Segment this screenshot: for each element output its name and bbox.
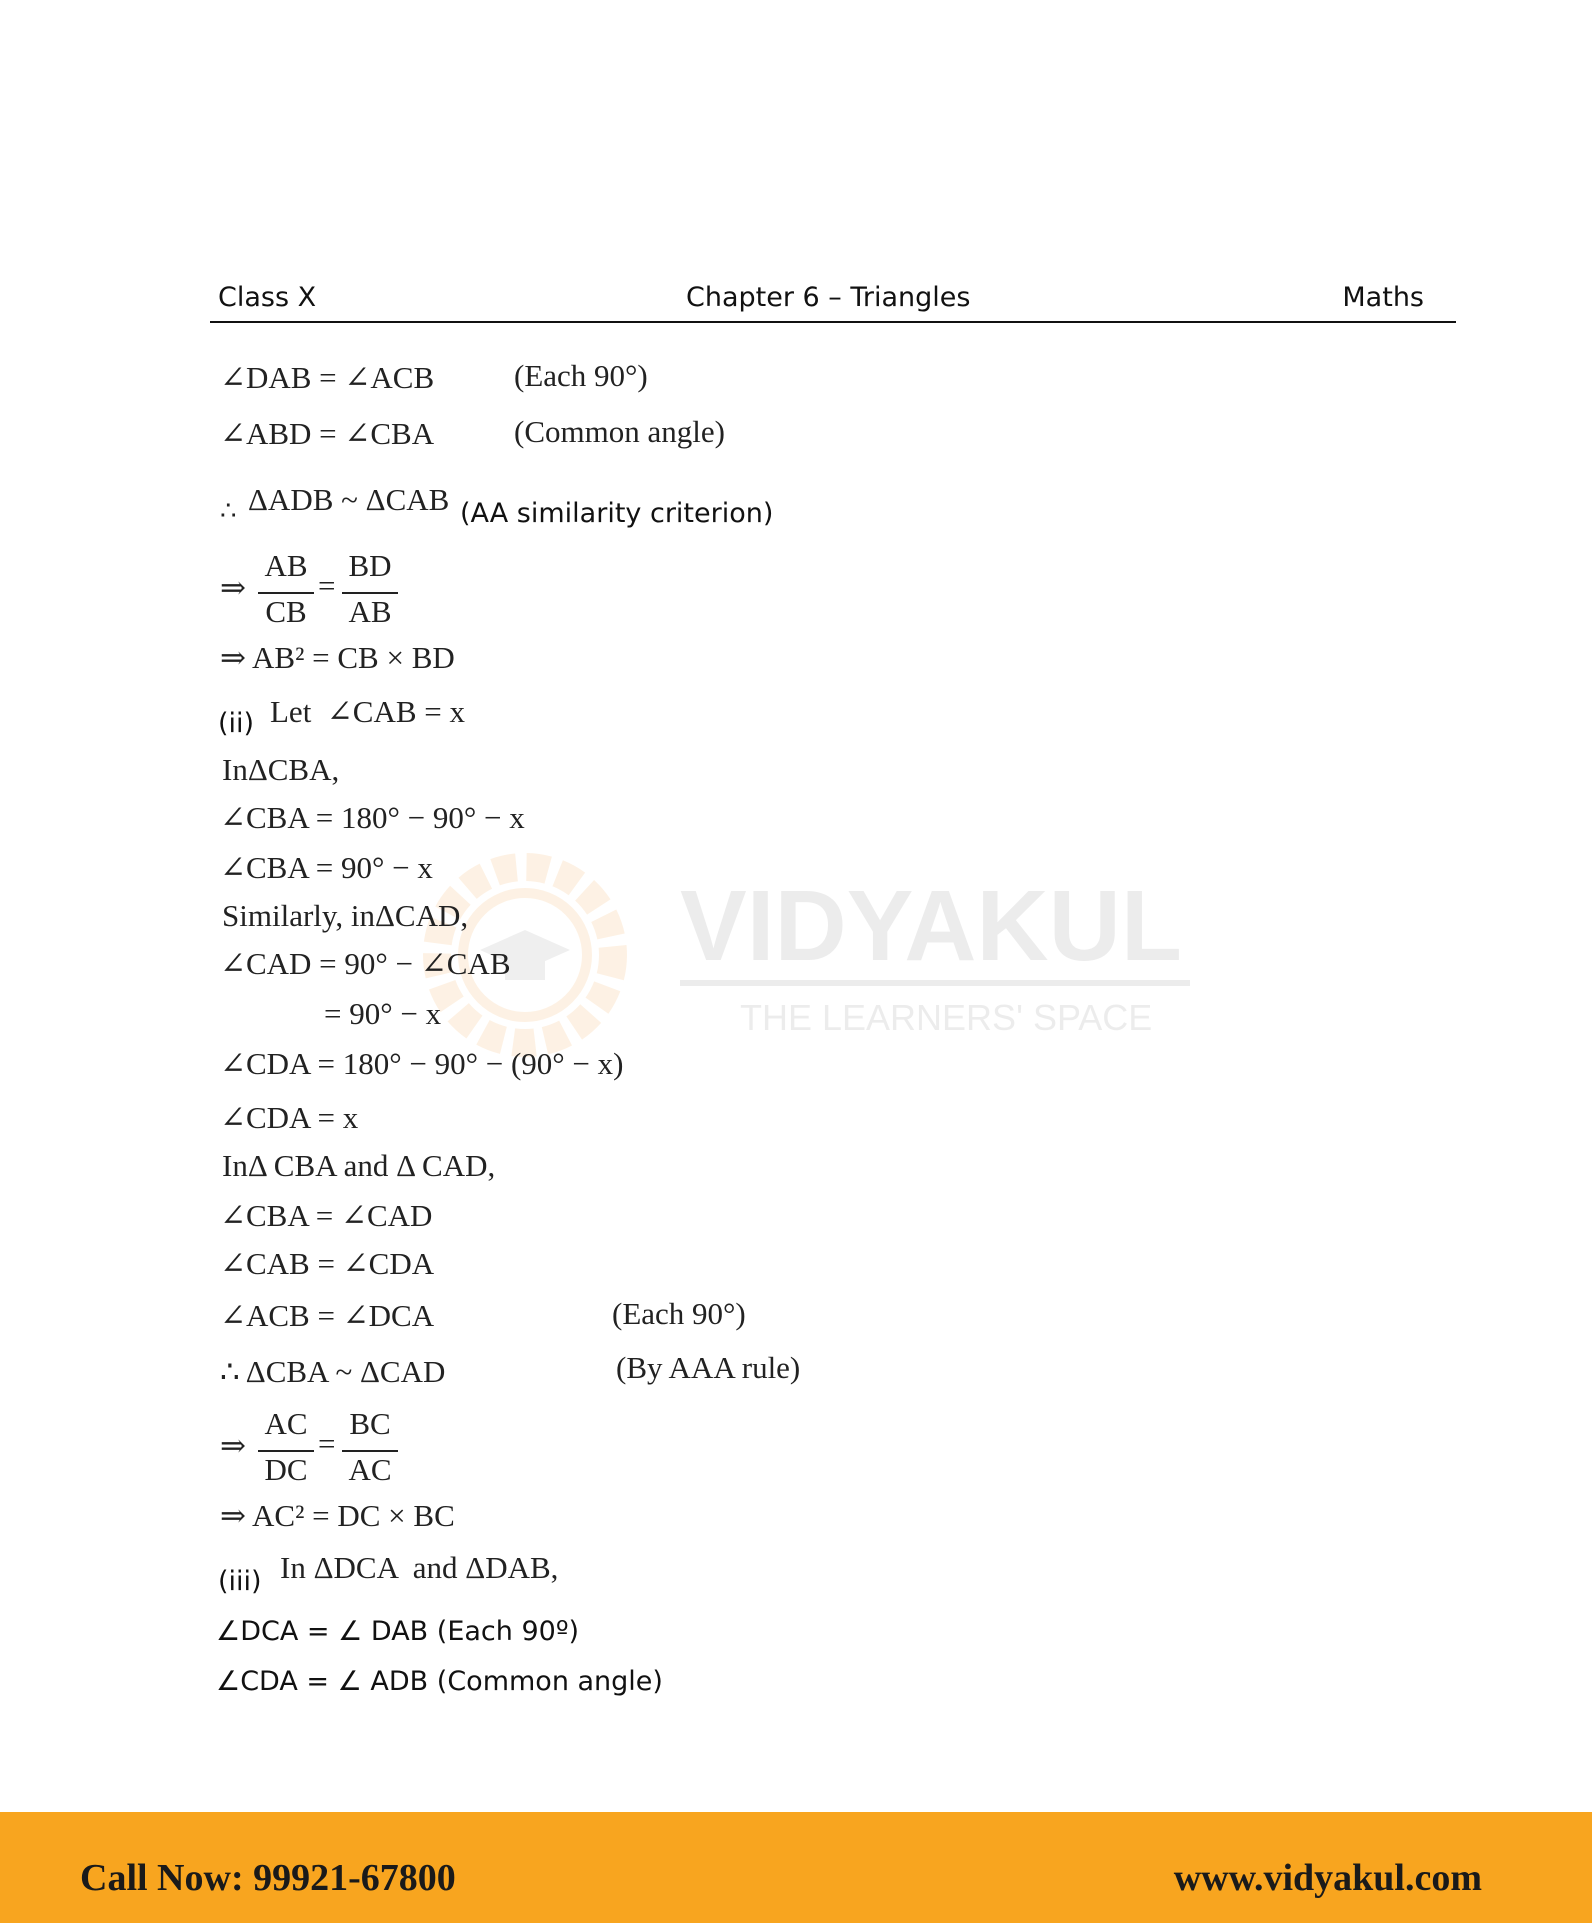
call-now-text: Call Now: 99921-67800	[80, 1857, 456, 1899]
aa-criterion-text: (AA similarity criterion)	[460, 498, 774, 529]
in-triangle-cba: InΔCBA,	[222, 752, 340, 787]
line-dca-dab: ∠DCA = ∠ DAB (Each 90º)	[216, 1616, 580, 1647]
line-acb-dca: ∠ACB = ∠DCA	[220, 1298, 435, 1333]
similarity-adb-cab: ΔADB ~ ΔCAB	[248, 482, 450, 517]
fraction-denominator: AB	[348, 594, 392, 629]
line-ac-squared: ⇒ AC² = DC × BC	[220, 1498, 455, 1533]
watermark-brand: VIDYAKUL	[680, 870, 1182, 982]
fraction-denominator: AC	[348, 1452, 392, 1487]
line-equals-90-x: = 90° − x	[324, 996, 442, 1031]
fraction-numerator: BD	[348, 548, 392, 583]
website-link[interactable]: www.vidyakul.com	[1173, 1857, 1482, 1899]
fraction-numerator: AC	[264, 1406, 308, 1441]
line-cab-cda: ∠CAB = ∠CDA	[220, 1246, 435, 1281]
watermark-tagline: THE LEARNERS' SPACE	[740, 997, 1153, 1038]
similarly-in-cad: Similarly, inΔCAD,	[222, 898, 469, 933]
page-header	[210, 276, 1440, 324]
therefore-symbol: ∴	[220, 496, 237, 525]
fraction-denominator: CB	[265, 594, 307, 629]
fraction-denominator: DC	[264, 1452, 308, 1487]
reason-each-90: (Each 90°)	[514, 358, 648, 393]
chapter-title: Chapter 6 – Triangles	[686, 282, 971, 313]
vidyakul-watermark	[420, 840, 1210, 1070]
implies-arrow: ⇒	[220, 1428, 246, 1463]
line-ab-squared: ⇒ AB² = CB × BD	[220, 640, 455, 675]
reason-aaa-rule: (By AAA rule)	[616, 1350, 801, 1385]
part-ii-label: (ii)	[218, 708, 255, 739]
line-cba-180: ∠CBA = 180° − 90° − x	[220, 800, 525, 835]
equals-sign: =	[318, 568, 336, 603]
fraction-numerator: AB	[264, 548, 308, 583]
line-abd-cba: ∠ABD = ∠CBA	[220, 416, 435, 451]
let-cab-x: Let ∠CAB = x	[270, 694, 466, 729]
implies-arrow: ⇒	[220, 570, 246, 605]
contact-footer	[0, 1812, 1592, 1923]
line-cba-cad: ∠CBA = ∠CAD	[220, 1198, 433, 1233]
line-cba-90-x: ∠CBA = 90° − x	[220, 850, 433, 885]
equals-sign: =	[318, 1426, 336, 1461]
line-cad-90-cab: ∠CAD = 90° − ∠CAB	[220, 946, 511, 981]
header-divider	[210, 321, 1456, 323]
part-iii-label: (iii)	[218, 1566, 262, 1597]
fraction-numerator: BC	[349, 1406, 391, 1441]
line-cda-adb: ∠CDA = ∠ ADB (Common angle)	[216, 1666, 663, 1697]
line-cda-180: ∠CDA = 180° − 90° − (90° − x)	[220, 1046, 624, 1081]
in-dca-and-dab: In ΔDCA and ΔDAB,	[280, 1550, 559, 1585]
line-cda-x: ∠CDA = x	[220, 1100, 359, 1135]
line-dab-acb: ∠DAB = ∠ACB	[220, 360, 435, 395]
reason-common-angle: (Common angle)	[514, 414, 725, 449]
reason-each-90-2: (Each 90°)	[612, 1296, 746, 1331]
subject-label: Maths	[1342, 282, 1424, 313]
in-cba-and-cad: InΔ CBA and Δ CAD,	[222, 1148, 496, 1183]
similarity-cba-cad: ∴ ΔCBA ~ ΔCAD	[220, 1354, 446, 1389]
class-label: Class X	[218, 282, 317, 313]
